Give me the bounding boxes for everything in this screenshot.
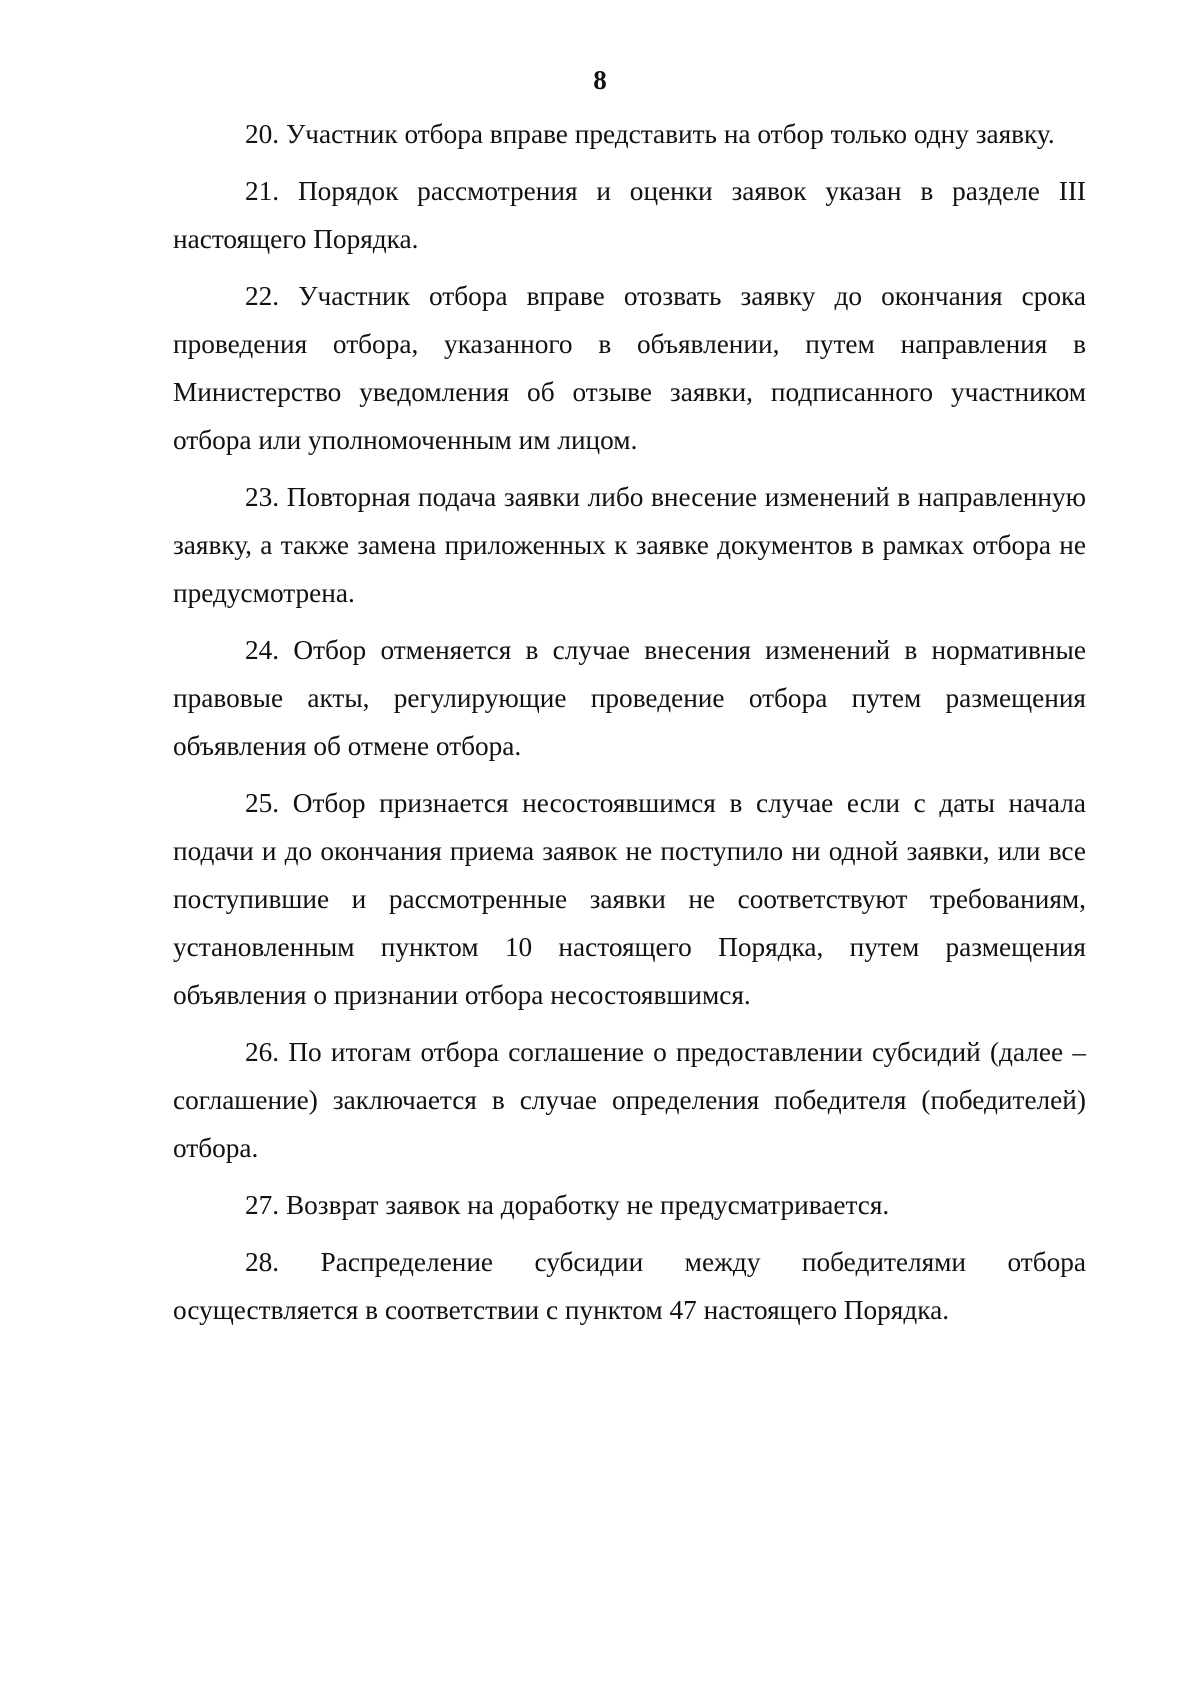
- paragraph-22: 22. Участник отбора вправе отозвать заявку до окончания срока проведения отбора, указанного в объявлении, путем направления в Министерство уведомления об отзыве заявки, подписанного участником отбора или уполномоченным им лицом.: [173, 281, 1086, 455]
- paragraph-28: 28. Распределение субсидии между победителями отбора осуществляется в соответствии с пунктом 47 настоящего Порядка.: [173, 1247, 1086, 1325]
- paragraph-27: 27. Возврат заявок на доработку не предусматривается.: [245, 1190, 890, 1220]
- document-body: [173, 110, 1086, 1343]
- paragraph-23: 23. Повторная подача заявки либо внесение изменений в направленную заявку, а также замена приложенных к заявке документов в рамках отбора не предусмотрена.: [173, 482, 1086, 608]
- paragraph-21: 21. Порядок рассмотрения и оценки заявок указан в разделе III настоящего Порядка.: [173, 176, 1086, 254]
- paragraph-20: 20. Участник отбора вправе представить на отбор только одну заявку.: [245, 119, 1055, 149]
- page-number: 8: [593, 65, 607, 95]
- paragraph-26: 26. По итогам отбора соглашение о предоставлении субсидий (далее – соглашение) заключается в случае определения победителя (победителей) отбора.: [173, 1037, 1086, 1163]
- paragraph-24: 24. Отбор отменяется в случае внесения изменений в нормативные правовые акты, регулирующие проведение отбора путем размещения объявления об отмене отбора.: [173, 635, 1086, 761]
- paragraph-25: 25. Отбор признается несостоявшимся в случае если с даты начала подачи и до окончания приема заявок не поступило ни одной заявки, или все поступившие и рассмотренные заявки не соответствуют требованиям, установленным пунктом 10 настоящего Порядка, путем размещения объявления о признании отбора несостоявшимся.: [173, 788, 1086, 1010]
